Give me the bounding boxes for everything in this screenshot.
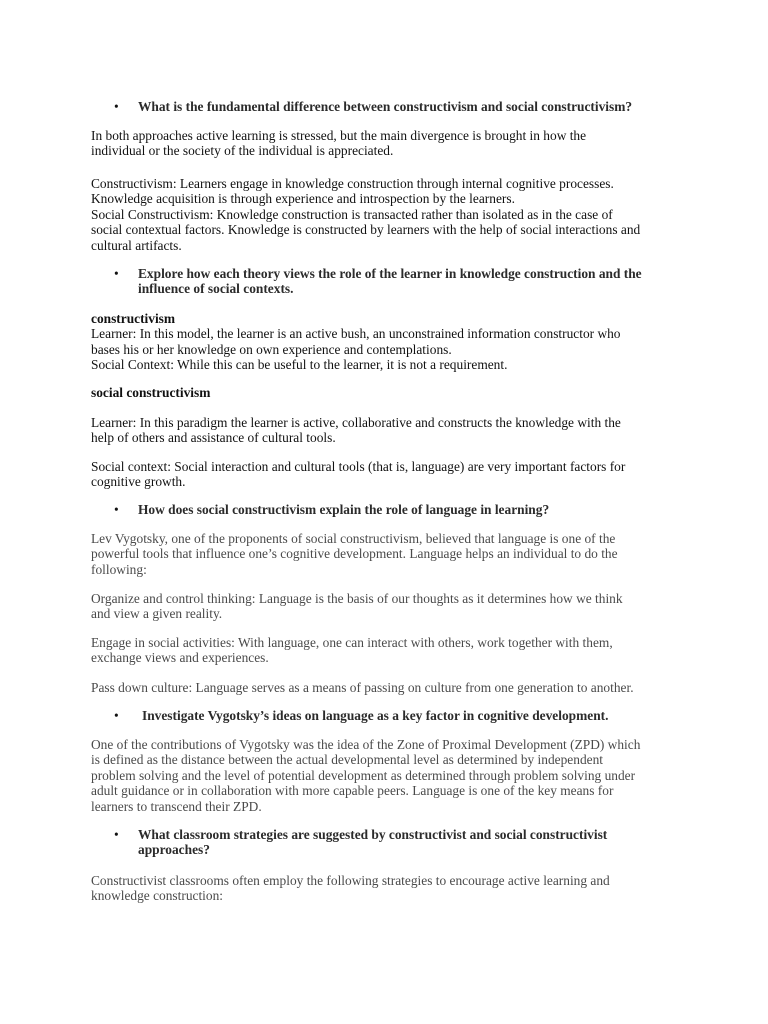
paragraph-vygotsky-language	[91, 531, 696, 577]
text-line: following:	[91, 561, 147, 577]
text-line: adult guidance or in collaboration with more capable peers. Language is one of the key means for	[91, 783, 614, 799]
text-line: One of the contributions of Vygotsky was the idea of the Zone of Proximal Development (ZPD) which	[91, 737, 641, 752]
text-line: and view a given reality.	[91, 606, 223, 622]
text-line: Learner: In this model, the learner is an active bush, an unconstrained information constructor who	[91, 326, 621, 342]
question-text: approaches?	[138, 842, 210, 858]
paragraph-organize-thinking	[91, 591, 696, 622]
text-line: Lev Vygotsky, one of the proponents of social constructivism, believed that language is one of the	[91, 531, 616, 546]
question-classroom-strategies	[114, 827, 698, 858]
text-line: exchange views and experiences.	[91, 650, 269, 666]
heading-social-constructivism: social constructivism	[91, 385, 211, 400]
question-text: What classroom strategies are suggested by constructivist and social constructivist	[138, 827, 608, 842]
bullet-icon: •	[114, 827, 119, 842]
text-line: Social context: Social interaction and cultural tools (that is, language) are very important factors for	[91, 459, 626, 474]
text-line: learners to transcend their ZPD.	[91, 798, 262, 814]
heading-social-constructivism-block	[91, 385, 696, 400]
paragraph-approaches	[91, 128, 696, 159]
paragraph-social-context	[91, 459, 696, 490]
text-line: powerful tools that influence one’s cognitive development. Language helps an individual to do the	[91, 546, 618, 562]
text-line: is defined as the distance between the actual developmental level as determined by independent	[91, 752, 603, 768]
question-text: How does social constructivism explain the role of language in learning?	[138, 502, 550, 517]
bullet-icon: •	[114, 266, 119, 281]
question-vygotsky-ideas	[114, 708, 698, 723]
paragraph-classroom-strategies	[91, 873, 696, 904]
text-line: social contextual factors. Knowledge is constructed by learners with the help of social interactions and	[91, 222, 641, 238]
text-line: Knowledge acquisition is through experience and introspection by the learners.	[91, 191, 515, 207]
text-line: Constructivism: Learners engage in knowledge construction through internal cognitive processes.	[91, 176, 614, 191]
text-line: Engage in social activities: With language, one can interact with others, work together with them,	[91, 635, 613, 650]
text-line: knowledge construction:	[91, 888, 224, 904]
text-line: Organize and control thinking: Language is the basis of our thoughts as it determines how we think	[91, 591, 623, 606]
text-line: Social Context: While this can be useful to the learner, it is not a requirement.	[91, 357, 508, 373]
text-line: individual or the society of the individual is appreciated.	[91, 143, 394, 159]
question-text: What is the fundamental difference between constructivism and social constructivism?	[138, 99, 633, 114]
text-line: Social Constructivism: Knowledge construction is transacted rather than isolated as in the case of	[91, 206, 613, 222]
question-role-of-learner	[114, 266, 698, 297]
text-line: Constructivist classrooms often employ the following strategies to encourage active learning and	[91, 873, 610, 888]
paragraph-social-learner	[91, 415, 696, 446]
paragraph-social-activities	[91, 635, 696, 666]
question-text: Explore how each theory views the role of the learner in knowledge construction and the	[138, 266, 642, 281]
question-text: Investigate Vygotsky’s ideas on language as a key factor in cognitive development.	[142, 708, 609, 723]
text-line: cognitive growth.	[91, 474, 186, 490]
bullet-icon: •	[114, 502, 119, 517]
text-line: cultural artifacts.	[91, 237, 182, 253]
heading-constructivism: constructivism	[91, 311, 176, 326]
section-constructivism	[91, 311, 696, 373]
paragraph-definitions	[91, 176, 696, 253]
text-line: bases his or her knowledge on own experience and contemplations.	[91, 341, 452, 357]
text-line: Pass down culture: Language serves as a means of passing on culture from one generation to another.	[91, 680, 634, 695]
paragraph-pass-down-culture	[91, 680, 696, 695]
question-fundamental-difference	[114, 99, 698, 114]
bullet-icon: •	[114, 99, 119, 114]
text-line: Learner: In this paradigm the learner is active, collaborative and constructs the knowledge with the	[91, 415, 621, 430]
text-line: problem solving and the level of potential development as determined through problem solving under	[91, 767, 636, 783]
question-text: influence of social contexts.	[138, 281, 294, 297]
question-role-of-language	[114, 502, 698, 517]
bullet-icon: •	[114, 708, 119, 723]
paragraph-zpd	[91, 737, 696, 814]
text-line: In both approaches active learning is stressed, but the main divergence is brought in how the	[91, 128, 587, 143]
text-line: help of others and assistance of cultural tools.	[91, 430, 336, 446]
